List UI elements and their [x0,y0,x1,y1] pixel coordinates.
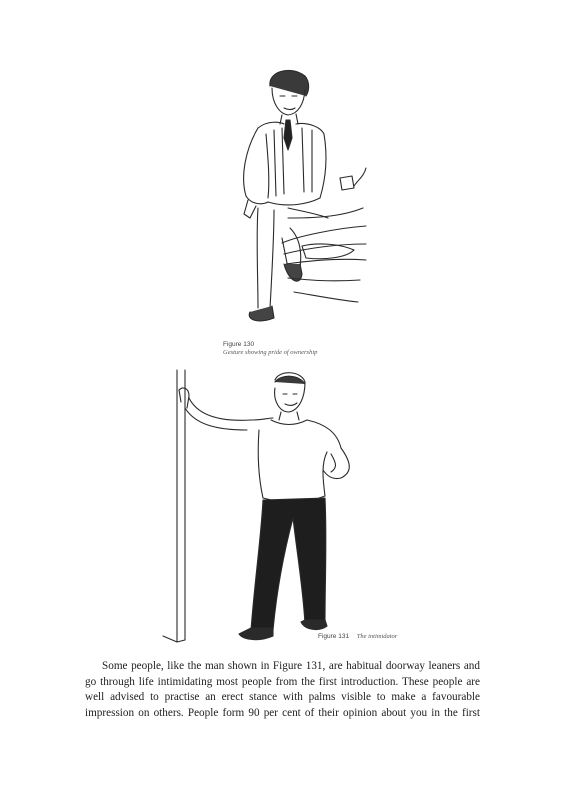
body-paragraph [85,659,480,721]
body-line: Some people, like the man shown in Figure 131, are habitual doorway leaners and [102,660,480,672]
body-line: go through life intimidating most people from the first introduction. These people are [85,675,480,688]
figure-130-number: Figure 130 [223,341,255,348]
figure-131-number: Figure 131 [318,633,350,640]
figure-130-caption-text: Gesture showing pride of ownership [223,349,318,356]
figure-131-illustration [155,368,375,648]
body-line: impression on others. People form 90 per cent of their opinion about you in the first [85,706,480,719]
figure-130-illustration [228,68,368,338]
figure-130-caption [223,341,383,357]
figure-131-caption-text: The intimidator [356,633,398,640]
body-line: well advised to practise an erect stance with palms visible to make a favourable [85,691,480,703]
figure-131-caption [318,633,397,640]
